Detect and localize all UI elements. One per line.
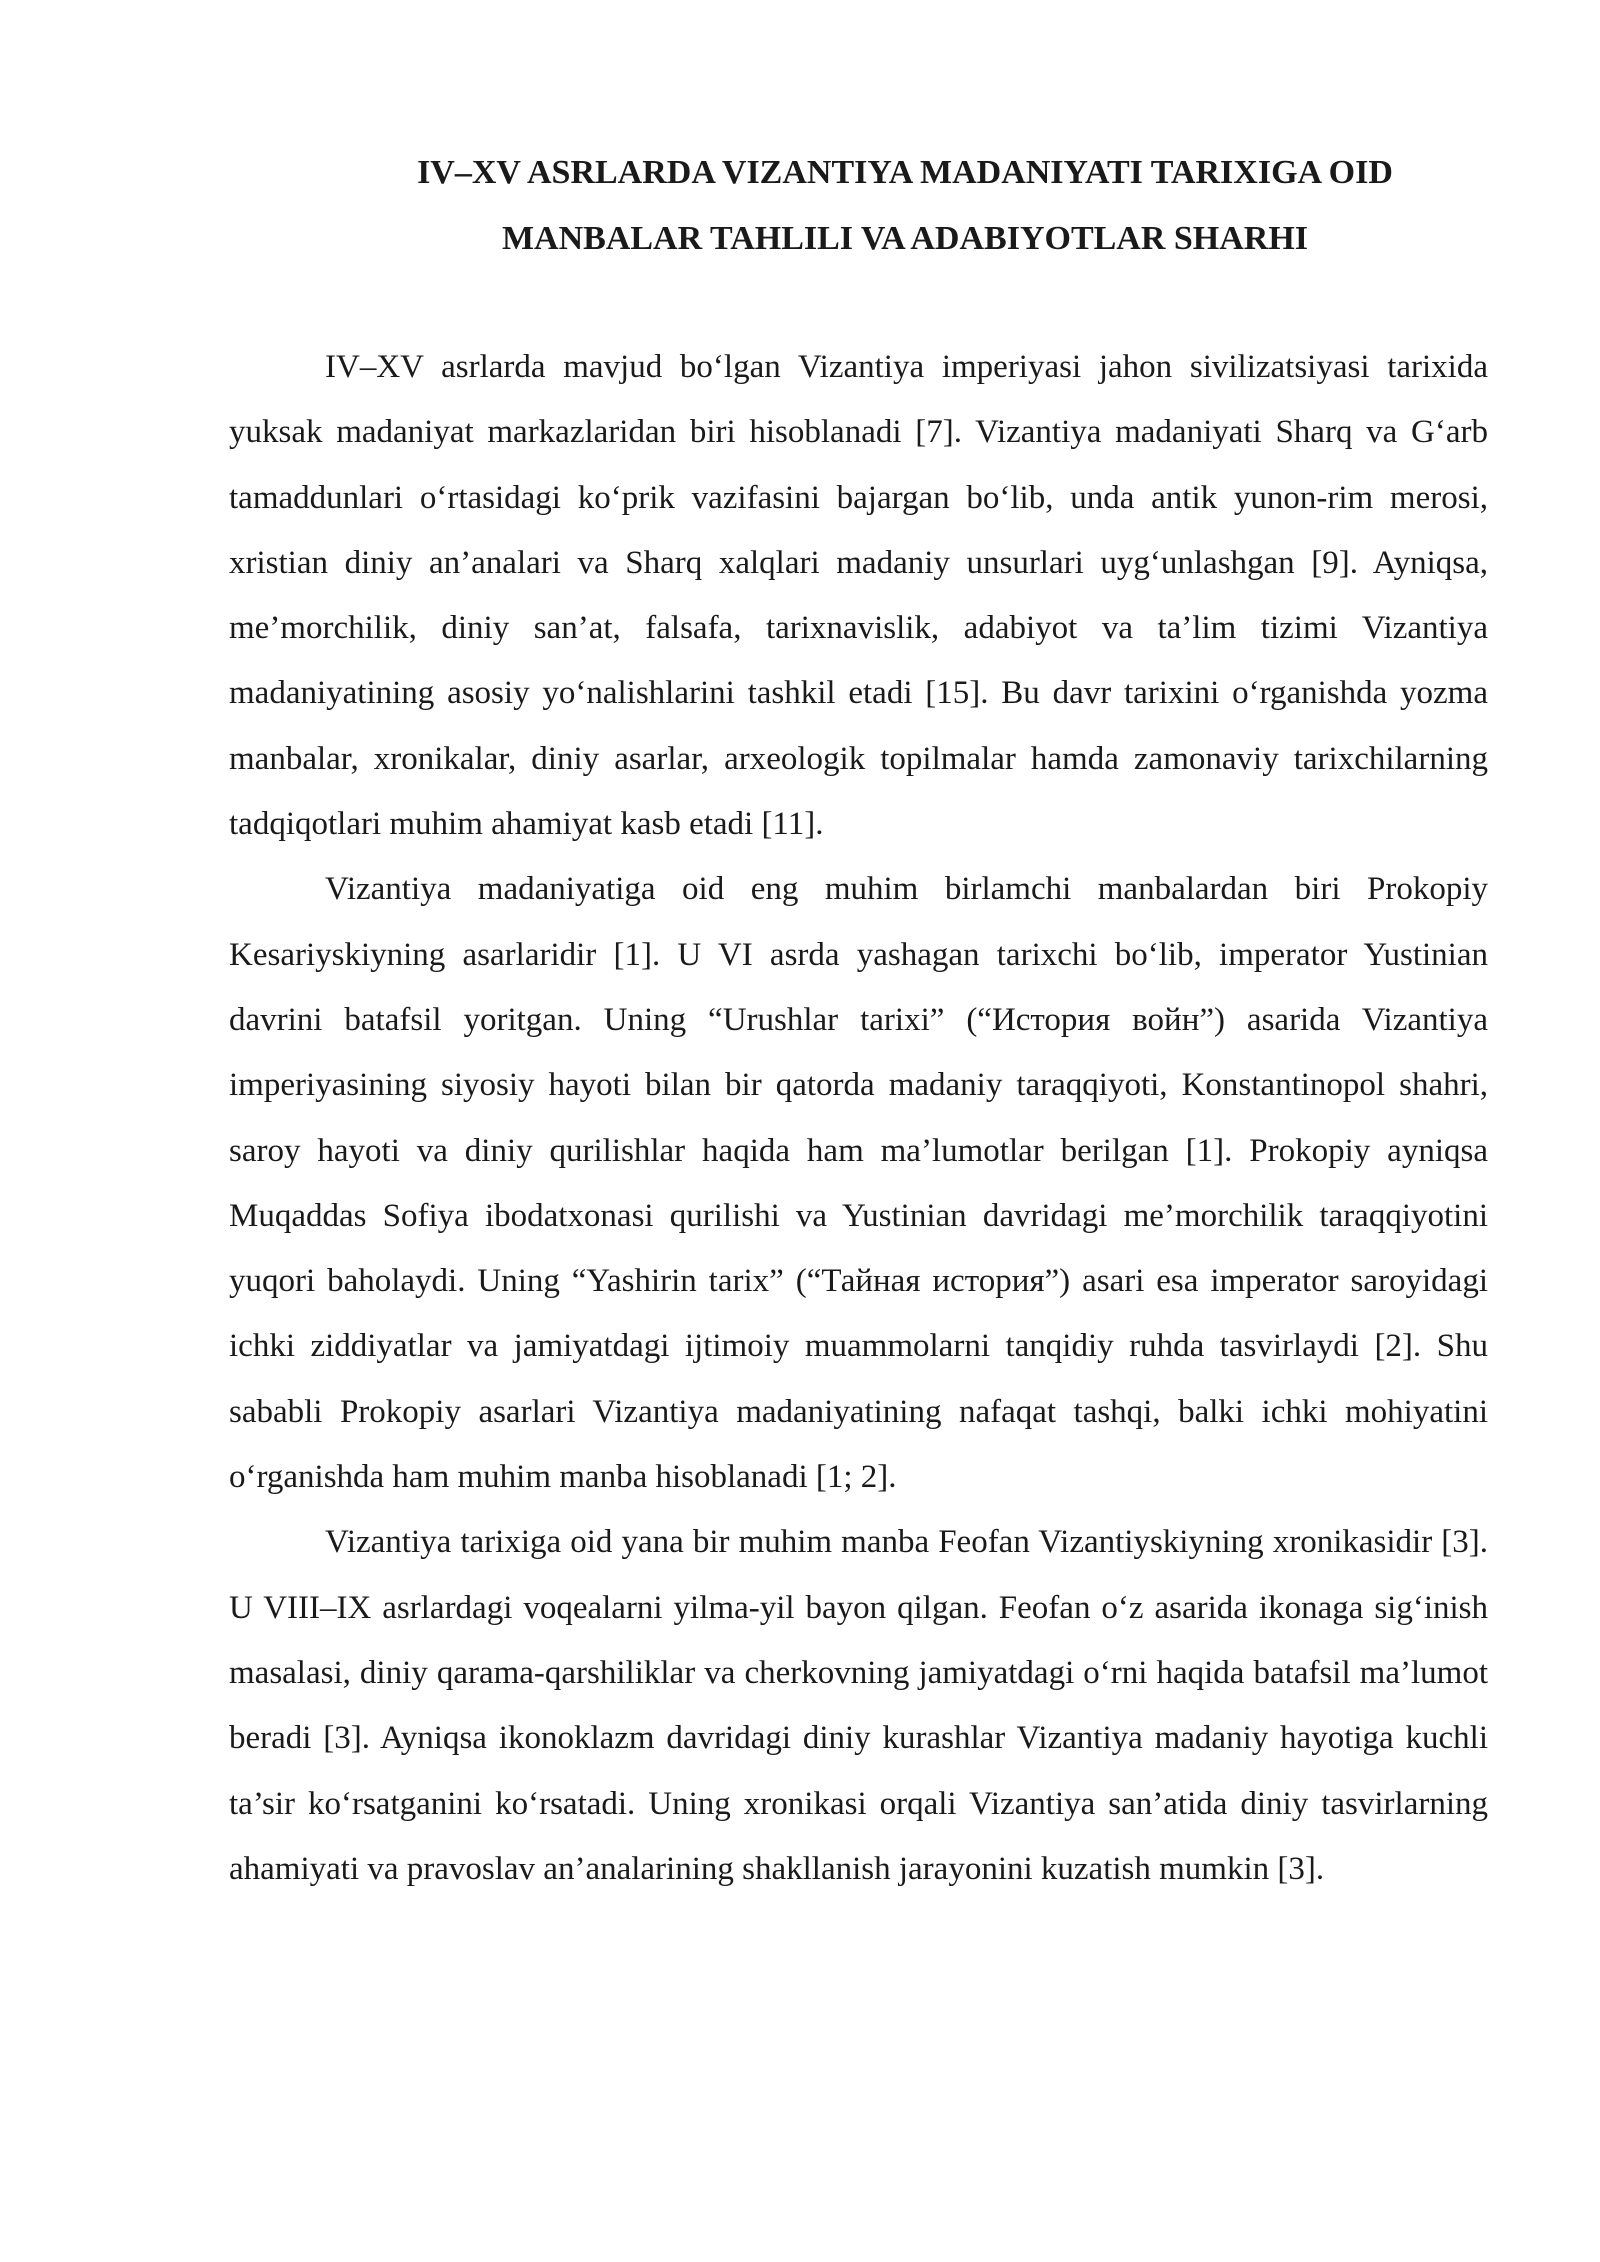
paragraph-1: IV–XV asrlarda mavjud bo‘lgan Vizantiya imperiyasi jahon sivilizatsiyasi tarixida yuksak madaniyat markazlaridan biri hisoblanadi [7]. Vizantiya madaniyati Sharq va G‘arb tamaddunlari o‘rtasidagi ko‘prik vazifasini bajargan bo‘lib, unda antik yunon-rim merosi, xristian diniy an’analari va Sharq xalqlari madaniy unsurlari uyg‘unlashgan [9]. Ayniqsa, me’morchilik, diniy san’at, falsafa, tarixnavislik, adabiyot va ta’lim tizimi Vizantiya madaniyatining asosiy yo‘nalishlarini tashkil etadi [15]. Bu davr tarixini o‘rganishda yozma manbalar, xronikalar, diniy asarlar, arxeologik topilmalar hamda zamonaviy tarixchilarning tadqiqotlari muhim ahamiyat kasb etadi [11].	[229, 349, 1488, 843]
title-line-2: MANBALAR TAHLILI VA ADABIYOTLAR SHARHI	[501, 220, 1309, 257]
document-body	[229, 335, 1488, 1902]
paragraph-2: Vizantiya madaniyatiga oid eng muhim birlamchi manbalardan biri Prokopiy Kesariyskiyning asarlaridir [1]. U VI asrda yashagan tarixchi bo‘lib, imperator Yustinian davrini batafsil yoritgan. Uning “Urushlar tarixi” (“История войн”) asarida Vizantiya imperiyasining siyosiy hayoti bilan bir qatorda madaniy taraqqiyoti, Konstantinopol shahri, saroy hayoti va diniy qurilishlar haqida ham ma’lumotlar berilgan [1]. Prokopiy ayniqsa Muqaddas Sofiya ibodatxonasi qurilishi va Yustinian davridagi me’morchilik taraqqiyotini yuqori baholaydi. Uning “Yashirin tarix” (“Тайная история”) asari esa imperator saroyidagi ichki ziddiyatlar va jamiyatdagi ijtimoiy muammolarni tanqidiy ruhda tasvirlaydi [2]. Shu sababli Prokopiy asarlari Vizantiya madaniyatining nafaqat tashqi, balki ichki mohiyatini o‘rganishda ham muhim manba hisoblanadi [1; 2].	[229, 871, 1488, 1496]
paragraph-3: Vizantiya tarixiga oid yana bir muhim manba Feofan Vizantiyskiyning xronikasidir [3]. U VIII–IX asrlardagi voqealarni yilma-yil bayon qilgan. Feofan o‘z asarida ikonaga sig‘inish masalasi, diniy qarama-qarshiliklar va cherkovning jamiyatdagi o‘rni haqida batafsil ma’lumot beradi [3]. Ayniqsa ikonoklazm davridagi diniy kurashlar Vizantiya madaniy hayotiga kuchli ta’sir ko‘rsatganini ko‘rsatadi. Uning xronikasi orqali Vizantiya san’atida diniy tasvirlarning ahamiyati va pravoslav an’analarining shakllanish jarayonini kuzatish mumkin [3].	[229, 1524, 1488, 1887]
title-line-1: IV–XV ASRLARDA VIZANTIYA MADANIYATI TARIXIGA OID	[417, 154, 1393, 191]
document-title	[330, 140, 1480, 272]
